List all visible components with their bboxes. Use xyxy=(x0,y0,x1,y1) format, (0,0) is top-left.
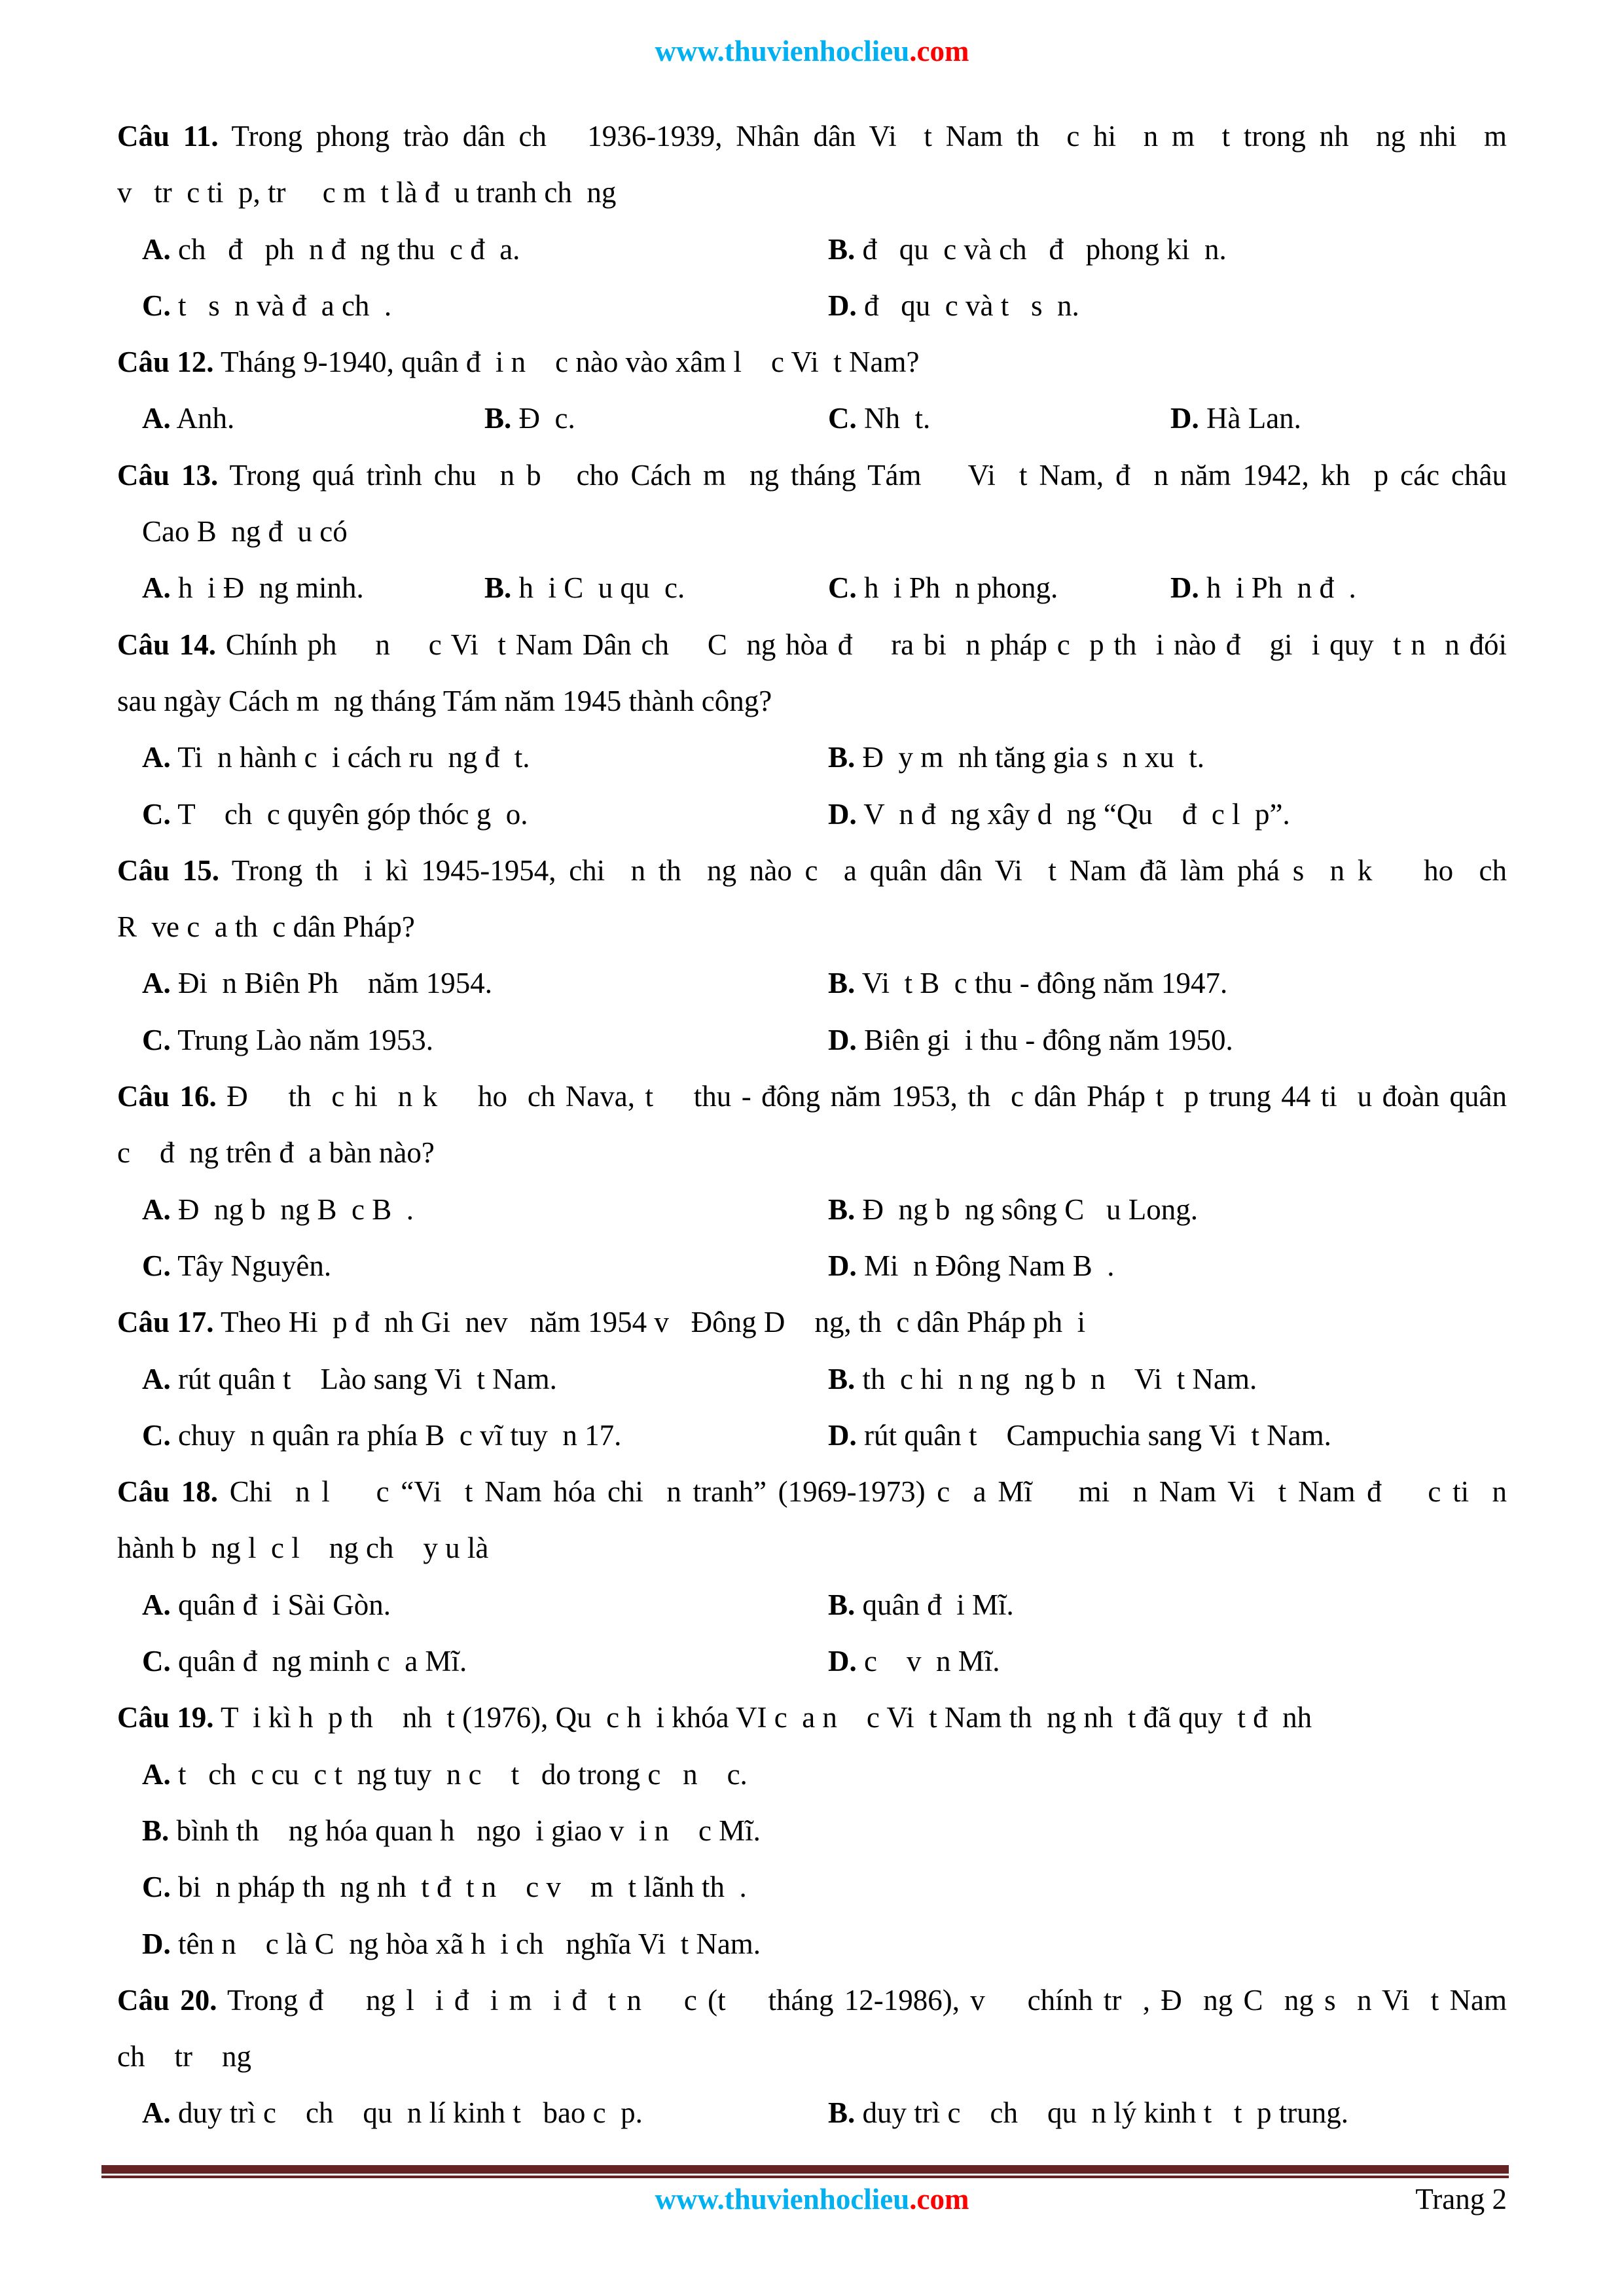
option-key: D. xyxy=(828,289,857,322)
option-text: T ch c quyên góp thóc g o. xyxy=(177,797,528,831)
option-text: Đ c. xyxy=(518,402,575,435)
answer-option[interactable] xyxy=(828,278,1079,334)
question-stem xyxy=(117,1972,1507,2028)
option-text: quân đ i Sài Gòn. xyxy=(178,1588,391,1621)
question-text: Trong đ ng l i đ i m i đ t n c (t tháng 12-1986), v chính tr , Đ ng C ng s n Vi t Nam xyxy=(226,1983,1507,2017)
question-number: Câu 17. xyxy=(117,1306,214,1339)
answer-option[interactable] xyxy=(828,390,930,446)
answer-option[interactable] xyxy=(484,390,575,446)
option-text: Ti n hành c i cách ru ng đ t. xyxy=(177,741,530,774)
option-key: C. xyxy=(828,402,857,435)
option-key: A. xyxy=(142,1757,171,1791)
question-number: Câu 19. xyxy=(117,1701,214,1734)
question-text: hành b ng l c l ng ch y u là xyxy=(117,1532,489,1565)
answer-option[interactable] xyxy=(142,1916,761,1972)
question-stem xyxy=(117,1294,1507,1350)
options-row xyxy=(117,729,1507,785)
answer-option[interactable] xyxy=(142,955,492,1011)
option-text: th c hi n ng ng b n Vi t Nam. xyxy=(862,1362,1257,1395)
footer-website-link[interactable] xyxy=(0,2179,1624,2219)
option-key: C. xyxy=(142,1871,171,1904)
answer-option[interactable] xyxy=(142,729,530,785)
option-text: tên n c là C ng hòa xã h i ch nghĩa Vi t Nam. xyxy=(178,1927,761,1960)
option-text: V n đ ng xây d ng “Qu đ c l p”. xyxy=(863,797,1290,831)
answer-option[interactable] xyxy=(828,560,1058,616)
answer-option[interactable] xyxy=(142,1351,557,1407)
answer-option[interactable] xyxy=(142,2085,643,2141)
answer-option[interactable] xyxy=(142,1746,748,1803)
option-key: C. xyxy=(142,1418,171,1452)
option-key: A. xyxy=(142,1193,171,1226)
option-text: quân đ ng minh c a Mĩ. xyxy=(178,1645,467,1678)
answer-option[interactable] xyxy=(828,1577,1014,1633)
answer-option[interactable] xyxy=(142,1238,331,1294)
question-stem-continued xyxy=(117,899,1507,955)
answer-option[interactable] xyxy=(142,560,364,616)
options-row xyxy=(117,1577,1507,1633)
question-list xyxy=(117,108,1507,2142)
footer-site-name: www.thuvienhoclieu xyxy=(655,2183,910,2215)
question-stem-continued xyxy=(117,1520,1507,1576)
question-text: Cao B ng đ u có xyxy=(142,515,348,548)
options-row xyxy=(117,2085,1507,2141)
question-number: Câu 14. xyxy=(117,628,216,661)
option-text: quân đ i Mĩ. xyxy=(862,1588,1014,1621)
option-text: chuy n quân ra phía B c vĩ tuy n 17. xyxy=(178,1418,622,1452)
question-text: Đ th c hi n k ho ch Nava, t thu - đông năm 1953, th c dân Pháp t p trung 44 ti u đoàn quân xyxy=(226,1080,1507,1113)
option-text: bi n pháp th ng nh t đ t n c v m t lãnh th . xyxy=(178,1871,747,1904)
answer-option[interactable] xyxy=(142,1859,747,1915)
option-text: Đ ng b ng B c B . xyxy=(178,1193,414,1226)
option-key: D. xyxy=(142,1927,171,1960)
question-text: T i kì h p th nh t (1976), Qu c h i khóa VI c a n c Vi t Nam th ng nh t đã quy t đ nh xyxy=(220,1701,1312,1734)
option-text: t s n và đ a ch . xyxy=(178,289,392,322)
answer-option[interactable] xyxy=(828,2085,1348,2141)
question-stem xyxy=(117,447,1507,503)
question-text: Trong th i kì 1945-1954, chi n th ng nào c a quân dân Vi t Nam đã làm phá s n k ho ch xyxy=(231,853,1507,887)
options-row xyxy=(117,278,1507,334)
option-text: duy trì c ch qu n lí kinh t bao c p. xyxy=(178,2096,643,2130)
option-key: B. xyxy=(828,741,856,774)
option-key: C. xyxy=(142,1023,171,1056)
question-text: Trong phong trào dân ch 1936-1939, Nhân dân Vi t Nam th c hi n m t trong nh ng nhi m xyxy=(231,120,1507,152)
answer-option[interactable] xyxy=(142,1407,621,1463)
option-key: A. xyxy=(142,967,171,1000)
question-stem xyxy=(117,108,1507,164)
question-number: Câu 15. xyxy=(117,853,219,887)
options-row xyxy=(117,221,1507,278)
answer-option[interactable] xyxy=(142,390,234,446)
footer-divider-thin xyxy=(101,2176,1509,2178)
options-row xyxy=(117,955,1507,1011)
option-key: B. xyxy=(142,1814,170,1847)
question-text: sau ngày Cách m ng tháng Tám năm 1945 thành công? xyxy=(117,684,772,717)
answer-option[interactable] xyxy=(1170,560,1356,616)
answer-option[interactable] xyxy=(142,278,391,334)
option-text: đ qu c và t s n. xyxy=(864,289,1079,322)
question-stem-continued xyxy=(117,1124,1507,1181)
option-key: C. xyxy=(828,571,857,605)
option-key: A. xyxy=(142,1362,171,1395)
options-row xyxy=(117,1407,1507,1463)
option-key: A. xyxy=(142,2096,171,2130)
question-number: Câu 12. xyxy=(117,346,214,379)
answer-option[interactable] xyxy=(1170,390,1301,446)
option-text: Tây Nguyên. xyxy=(177,1249,332,1282)
answer-option[interactable] xyxy=(828,729,1204,785)
option-text: Anh. xyxy=(176,402,235,435)
header-website-link[interactable] xyxy=(0,31,1624,71)
question-stem xyxy=(117,842,1507,899)
question-stem-continued xyxy=(117,164,1507,221)
options-row xyxy=(117,1351,1507,1407)
option-text: Đi n Biên Ph năm 1954. xyxy=(178,967,492,1000)
option-text: rút quân t Campuchia sang Vi t Nam. xyxy=(864,1418,1331,1452)
question-stem xyxy=(117,1689,1507,1746)
footer-divider-thick xyxy=(101,2165,1509,2174)
answer-option[interactable] xyxy=(142,1803,761,1859)
options-row xyxy=(117,1238,1507,1294)
question-stem-continued xyxy=(117,673,1507,729)
question-text: Theo Hi p đ nh Gi nev năm 1954 v Đông D ng, th c dân Pháp ph i xyxy=(220,1306,1086,1339)
answer-option[interactable] xyxy=(828,1407,1331,1463)
options-row xyxy=(117,390,1507,446)
option-key: B. xyxy=(828,1362,856,1395)
answer-option[interactable] xyxy=(142,1181,414,1238)
question-text: Chi n l c “Vi t Nam hóa chi n tranh” (1969-1973) c a Mĩ mi n Nam Vi t Nam đ c ti n xyxy=(229,1475,1507,1509)
option-key: B. xyxy=(828,232,856,266)
option-text: Đ y m nh tăng gia s n xu t. xyxy=(862,741,1204,774)
answer-option[interactable] xyxy=(828,1351,1257,1407)
header-site-tld: .com xyxy=(909,35,969,67)
option-text: Biên gi i thu - đông năm 1950. xyxy=(864,1023,1233,1056)
option-key: A. xyxy=(142,402,171,435)
answer-option[interactable] xyxy=(828,221,1227,278)
answer-option[interactable] xyxy=(828,1181,1198,1238)
answer-option[interactable] xyxy=(142,1577,391,1633)
option-key: A. xyxy=(142,571,171,605)
answer-option[interactable] xyxy=(142,1633,467,1689)
option-text: ch đ ph n đ ng thu c đ a. xyxy=(178,232,520,266)
option-key: C. xyxy=(142,797,171,831)
option-key: D. xyxy=(828,1249,857,1282)
options-row xyxy=(117,1803,1507,1859)
answer-option[interactable] xyxy=(828,955,1227,1011)
answer-option[interactable] xyxy=(828,1633,1000,1689)
option-text: rút quân t Lào sang Vi t Nam. xyxy=(178,1362,557,1395)
answer-option[interactable] xyxy=(828,1238,1115,1294)
question-stem xyxy=(117,1463,1507,1520)
option-key: C. xyxy=(142,289,171,322)
option-key: A. xyxy=(142,1588,171,1621)
answer-option[interactable] xyxy=(142,786,528,842)
option-text: duy trì c ch qu n lý kinh t t p trung. xyxy=(862,2096,1348,2130)
option-text: h i C u qu c. xyxy=(518,571,685,605)
option-key: C. xyxy=(142,1645,171,1678)
question-text: c đ ng trên đ a bàn nào? xyxy=(117,1136,435,1170)
option-text: t ch c cu c t ng tuy n c t do trong c n c. xyxy=(178,1757,748,1791)
question-number: Câu 16. xyxy=(117,1080,217,1113)
option-key: B. xyxy=(828,2096,856,2130)
option-key: B. xyxy=(484,402,512,435)
question-text: R ve c a th c dân Pháp? xyxy=(117,910,415,944)
option-text: Trung Lào năm 1953. xyxy=(177,1023,434,1056)
question-text: v tr c ti p, tr c m t là đ u tranh ch ng xyxy=(117,176,617,209)
question-text: Tháng 9-1940, quân đ i n c nào vào xâm l c Vi t Nam? xyxy=(220,346,920,379)
option-text: Đ ng b ng sông C u Long. xyxy=(862,1193,1199,1226)
option-key: B. xyxy=(484,571,512,605)
option-key: B. xyxy=(828,1193,856,1226)
answer-option[interactable] xyxy=(142,221,520,278)
options-row xyxy=(117,560,1507,616)
options-row xyxy=(117,1633,1507,1689)
question-text: ch tr ng xyxy=(117,2040,251,2073)
option-key: A. xyxy=(142,232,171,266)
option-key: D. xyxy=(828,797,857,831)
option-text: đ qu c và ch đ phong ki n. xyxy=(862,232,1227,266)
options-row xyxy=(117,1181,1507,1238)
option-text: h i Ph n phong. xyxy=(864,571,1058,605)
option-text: Vi t B c thu - đông năm 1947. xyxy=(861,967,1228,1000)
option-key: C. xyxy=(142,1249,171,1282)
option-text: Nh t. xyxy=(864,402,931,435)
question-number: Câu 11. xyxy=(117,120,219,152)
options-row xyxy=(117,1746,1507,1803)
question-number: Câu 13. xyxy=(117,458,219,492)
option-text: Mi n Đông Nam B . xyxy=(864,1249,1115,1282)
question-number: Câu 20. xyxy=(117,1983,217,2017)
question-text: Chính ph n c Vi t Nam Dân ch C ng hòa đ ra bi n pháp c p th i nào đ gi i quy t n n đói xyxy=(225,628,1507,661)
options-row xyxy=(117,1012,1507,1068)
option-key: B. xyxy=(828,1588,856,1621)
option-text: c v n Mĩ. xyxy=(864,1645,1000,1678)
question-stem-continued xyxy=(117,2028,1507,2085)
answer-option[interactable] xyxy=(828,1012,1233,1068)
page-number: Trang 2 xyxy=(1415,2183,1507,2215)
options-row xyxy=(117,1916,1507,1972)
option-key: D. xyxy=(828,1418,857,1452)
answer-option[interactable] xyxy=(484,560,685,616)
option-text: h i Ph n đ . xyxy=(1206,571,1356,605)
footer-site-tld: .com xyxy=(909,2183,969,2215)
option-text: h i Đ ng minh. xyxy=(178,571,364,605)
option-key: D. xyxy=(828,1645,857,1678)
option-key: D. xyxy=(1170,402,1199,435)
options-row xyxy=(117,1859,1507,1915)
option-key: D. xyxy=(1170,571,1199,605)
option-key: A. xyxy=(142,741,171,774)
header-site-name: www.thuvienhoclieu xyxy=(655,35,910,67)
question-stem xyxy=(117,1068,1507,1124)
question-number: Câu 18. xyxy=(117,1475,218,1509)
answer-option[interactable] xyxy=(142,1012,433,1068)
question-stem xyxy=(117,617,1507,673)
question-stem xyxy=(117,334,1507,390)
question-stem-continued xyxy=(117,503,1507,560)
answer-option[interactable] xyxy=(828,786,1290,842)
option-key: B. xyxy=(828,967,856,1000)
options-row xyxy=(117,786,1507,842)
option-key: D. xyxy=(828,1023,857,1056)
question-text: Trong quá trình chu n b cho Cách m ng tháng Tám Vi t Nam, đ n năm 1942, kh p các châu xyxy=(229,458,1507,492)
option-text: Hà Lan. xyxy=(1206,402,1301,435)
option-text: bình th ng hóa quan h ngo i giao v i n c Mĩ. xyxy=(176,1814,761,1847)
